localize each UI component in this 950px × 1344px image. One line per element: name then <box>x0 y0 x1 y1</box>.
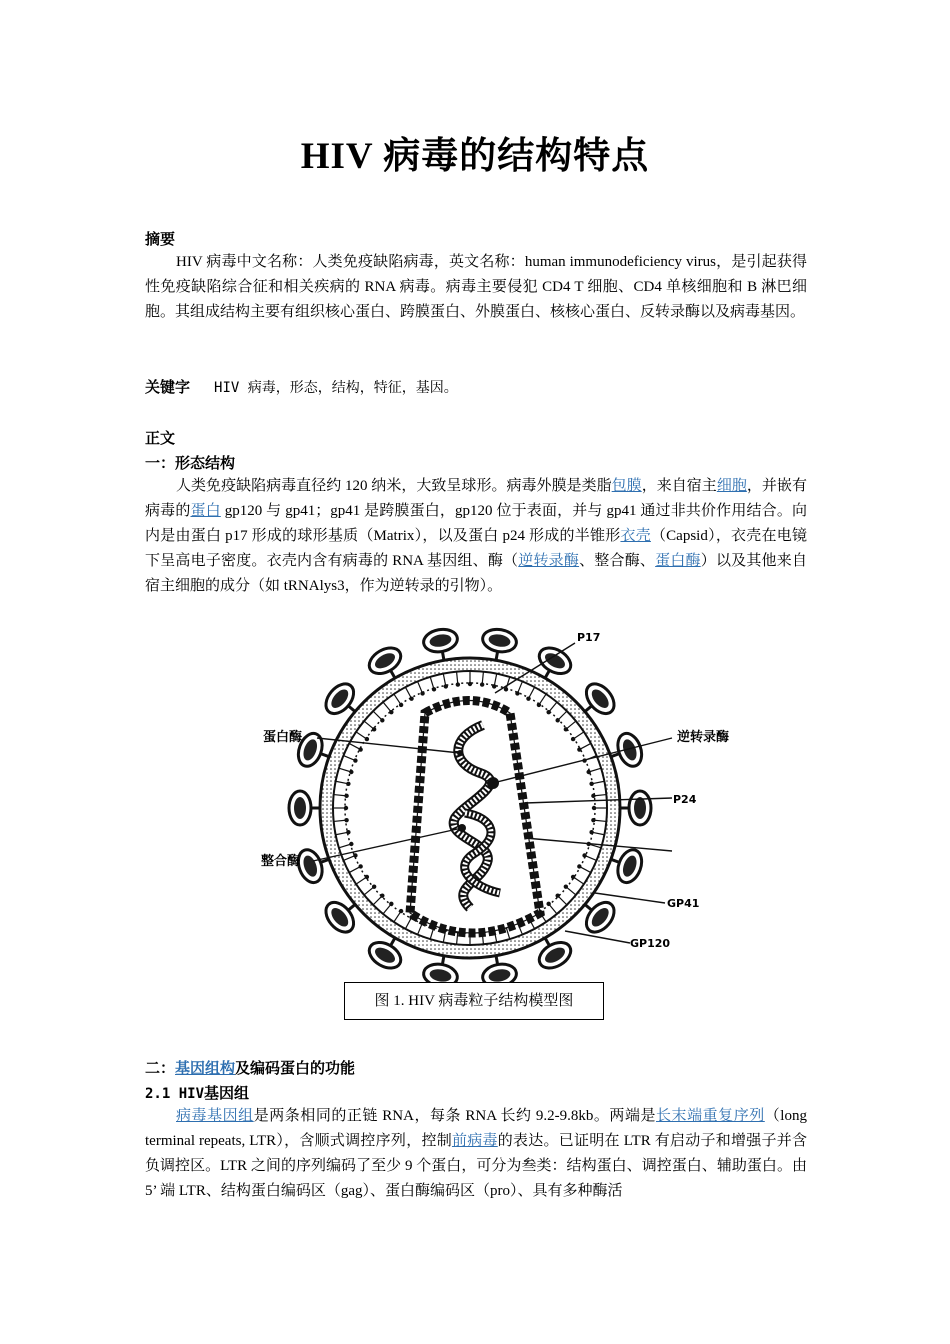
link-protein[interactable]: 蛋白 <box>190 503 221 519</box>
section2-paragraph <box>145 1104 807 1204</box>
text-run: （long terminal repeats, LTR），含顺式调控序列，控制 <box>145 1108 807 1149</box>
link-viral-genome[interactable]: 病毒基因组 <box>176 1108 254 1124</box>
keywords-value: HIV 病毒，形态，结构，特征，基因。 <box>214 380 458 396</box>
lipid-head <box>349 842 353 846</box>
lipid-head <box>346 830 350 834</box>
section2-heading <box>145 1057 355 1078</box>
label-gp120: GP120 <box>630 937 671 950</box>
lipid-head <box>571 737 575 741</box>
lipid-head <box>409 696 413 700</box>
lipid-head <box>380 718 384 722</box>
link-envelope[interactable]: 包膜 <box>611 478 642 494</box>
keywords-label: 关键字 <box>145 378 191 396</box>
link-reverse-transcriptase[interactable]: 逆转录酶 <box>518 553 580 569</box>
lipid-head <box>582 853 586 857</box>
lipid-head <box>555 718 559 722</box>
lipid-head <box>456 682 460 686</box>
lipid-head <box>365 875 369 879</box>
label-p24: P24 <box>673 793 697 806</box>
lipid-head <box>468 682 472 686</box>
lipid-head <box>344 818 348 822</box>
lipid-head <box>526 696 530 700</box>
figure-caption: 图 1. HIV 病毒粒子结构模型图 <box>344 982 604 1020</box>
lipid-head <box>389 902 393 906</box>
section1-heading: 一：形态结构 <box>145 454 236 472</box>
link-cell[interactable]: 细胞 <box>716 478 747 494</box>
lipid-head <box>480 682 484 686</box>
lipid-head <box>564 884 568 888</box>
link-capsid[interactable]: 衣壳 <box>620 528 651 544</box>
lipid-head <box>555 893 559 897</box>
lipid-head <box>589 782 593 786</box>
text-run: 人类免疫缺陷病毒直径约 120 纳米，大致呈球形。病毒外膜是类脂 <box>176 478 612 494</box>
link-genome-structure[interactable]: 基因组构 <box>175 1059 236 1077</box>
lipid-head <box>577 747 581 751</box>
page-title: HIV 病毒的结构特点 <box>300 136 650 177</box>
lipid-head <box>344 794 348 798</box>
text-run: ，来自宿主 <box>641 478 717 494</box>
section2-text <box>145 1104 807 1204</box>
link-ltr[interactable]: 长末端重复序列 <box>656 1108 765 1124</box>
lipid-head <box>346 782 350 786</box>
label-p17: P17 <box>577 631 601 644</box>
heading-suffix: 及编码蛋白的功能 <box>235 1059 356 1077</box>
label-protease: 蛋白酶 <box>263 730 303 745</box>
lipid-head <box>591 818 595 822</box>
link-provirus[interactable]: 前病毒 <box>451 1133 498 1149</box>
lipid-head <box>365 737 369 741</box>
lipid-head <box>564 727 568 731</box>
text-run: gp120 与 gp41；gp41 是跨膜蛋白，gp120 位于表面，并与 gp41 通过非共价作用结合。向内是由蛋白 p17 形成的球形基质（Matrix），以及蛋白 p24 形成的半锥形 <box>145 503 807 544</box>
lipid-head <box>432 687 436 691</box>
lipid-head <box>389 710 393 714</box>
hiv-virion-diagram <box>225 603 757 1003</box>
lipid-head <box>492 684 496 688</box>
lipid-head <box>591 794 595 798</box>
label-integrase: 整合酶 <box>261 854 301 869</box>
link-protease[interactable]: 蛋白酶 <box>655 553 701 569</box>
text-run: ，并嵌有病毒的 <box>145 478 807 519</box>
text-run: ）以及其他来自宿主细胞的成分（如 tRNAlys3，作为逆转录的引物）。 <box>145 553 807 594</box>
body-heading: 正文 <box>145 429 176 447</box>
lipid-head <box>399 703 403 707</box>
gp120-core <box>294 797 306 819</box>
lipid-head <box>444 684 448 688</box>
gp120-spike <box>289 791 320 825</box>
lipid-head <box>399 909 403 913</box>
section1-text <box>145 474 807 599</box>
subheading-text: 基因组 <box>204 1084 250 1102</box>
heading-prefix: 二： <box>145 1059 176 1077</box>
lipid-head <box>546 902 550 906</box>
subheading-number: 2.1 HIV <box>145 1086 205 1102</box>
lipid-head <box>515 691 519 695</box>
lipid-head <box>592 806 596 810</box>
gp120-core <box>634 797 646 819</box>
lipid-head <box>571 875 575 879</box>
abstract-heading: 摘要 <box>145 230 176 248</box>
lipid-head <box>537 703 541 707</box>
hiv-virion-figure <box>225 603 757 1003</box>
virion-body <box>289 627 651 989</box>
abstract-text <box>145 250 807 325</box>
lipid-head <box>577 864 581 868</box>
abstract-paragraph: HIV 病毒中文名称：人类免疫缺陷病毒，英文名称：human immunodeficiency virus，是引起获得性免疫缺陷综合征和相关疾病的 RNA 病毒。病毒主要侵犯 CD4 T 细胞、CD4 单核细胞和 B 淋巴细胞。其组成结构主要有组织核心蛋白、跨膜蛋白、外膜蛋白、核核心蛋白、反转录酶以及病毒基因。 <box>145 254 807 320</box>
lipid-head <box>589 830 593 834</box>
text-run: 的表达。已证明在 LTR 有启动子和增强子并含负调控区。LTR 之间的序列编码了至少 9 个蛋白，可分为叁类：结构蛋白、调控蛋白、辅助蛋白。由 5’ 端 LTR、结构蛋白编码区（gag）、蛋白酶编码区（pro）、具有多种酶活 <box>145 1133 807 1199</box>
gp120-spike <box>620 791 651 825</box>
lipid-head <box>380 893 384 897</box>
label-gp41: GP41 <box>667 897 700 910</box>
lipid-head <box>546 710 550 714</box>
lipid-head <box>358 747 362 751</box>
lipid-head <box>358 864 362 868</box>
lipid-head <box>372 727 376 731</box>
lipid-head <box>586 770 590 774</box>
section2-1-heading <box>145 1082 249 1103</box>
keywords-line <box>145 376 458 397</box>
lipid-head <box>372 884 376 888</box>
text-run: （Capsid），衣壳在电镜下呈高电子密度。衣壳内含有病毒的 RNA 基因组、酶（ <box>145 528 808 569</box>
lipid-head <box>344 806 348 810</box>
lipid-head <box>420 691 424 695</box>
lipid-head <box>353 758 357 762</box>
lipid-head <box>353 853 357 857</box>
section1-paragraph <box>145 474 807 599</box>
label-reverse-transcriptase: 逆转录酶 <box>677 730 730 745</box>
text-run: 是两条相同的正链 RNA，每条 RNA 长约 9.2-9.8kb。两端是 <box>253 1108 657 1124</box>
lipid-head <box>349 770 353 774</box>
text-run: 、整合酶、 <box>579 553 656 569</box>
